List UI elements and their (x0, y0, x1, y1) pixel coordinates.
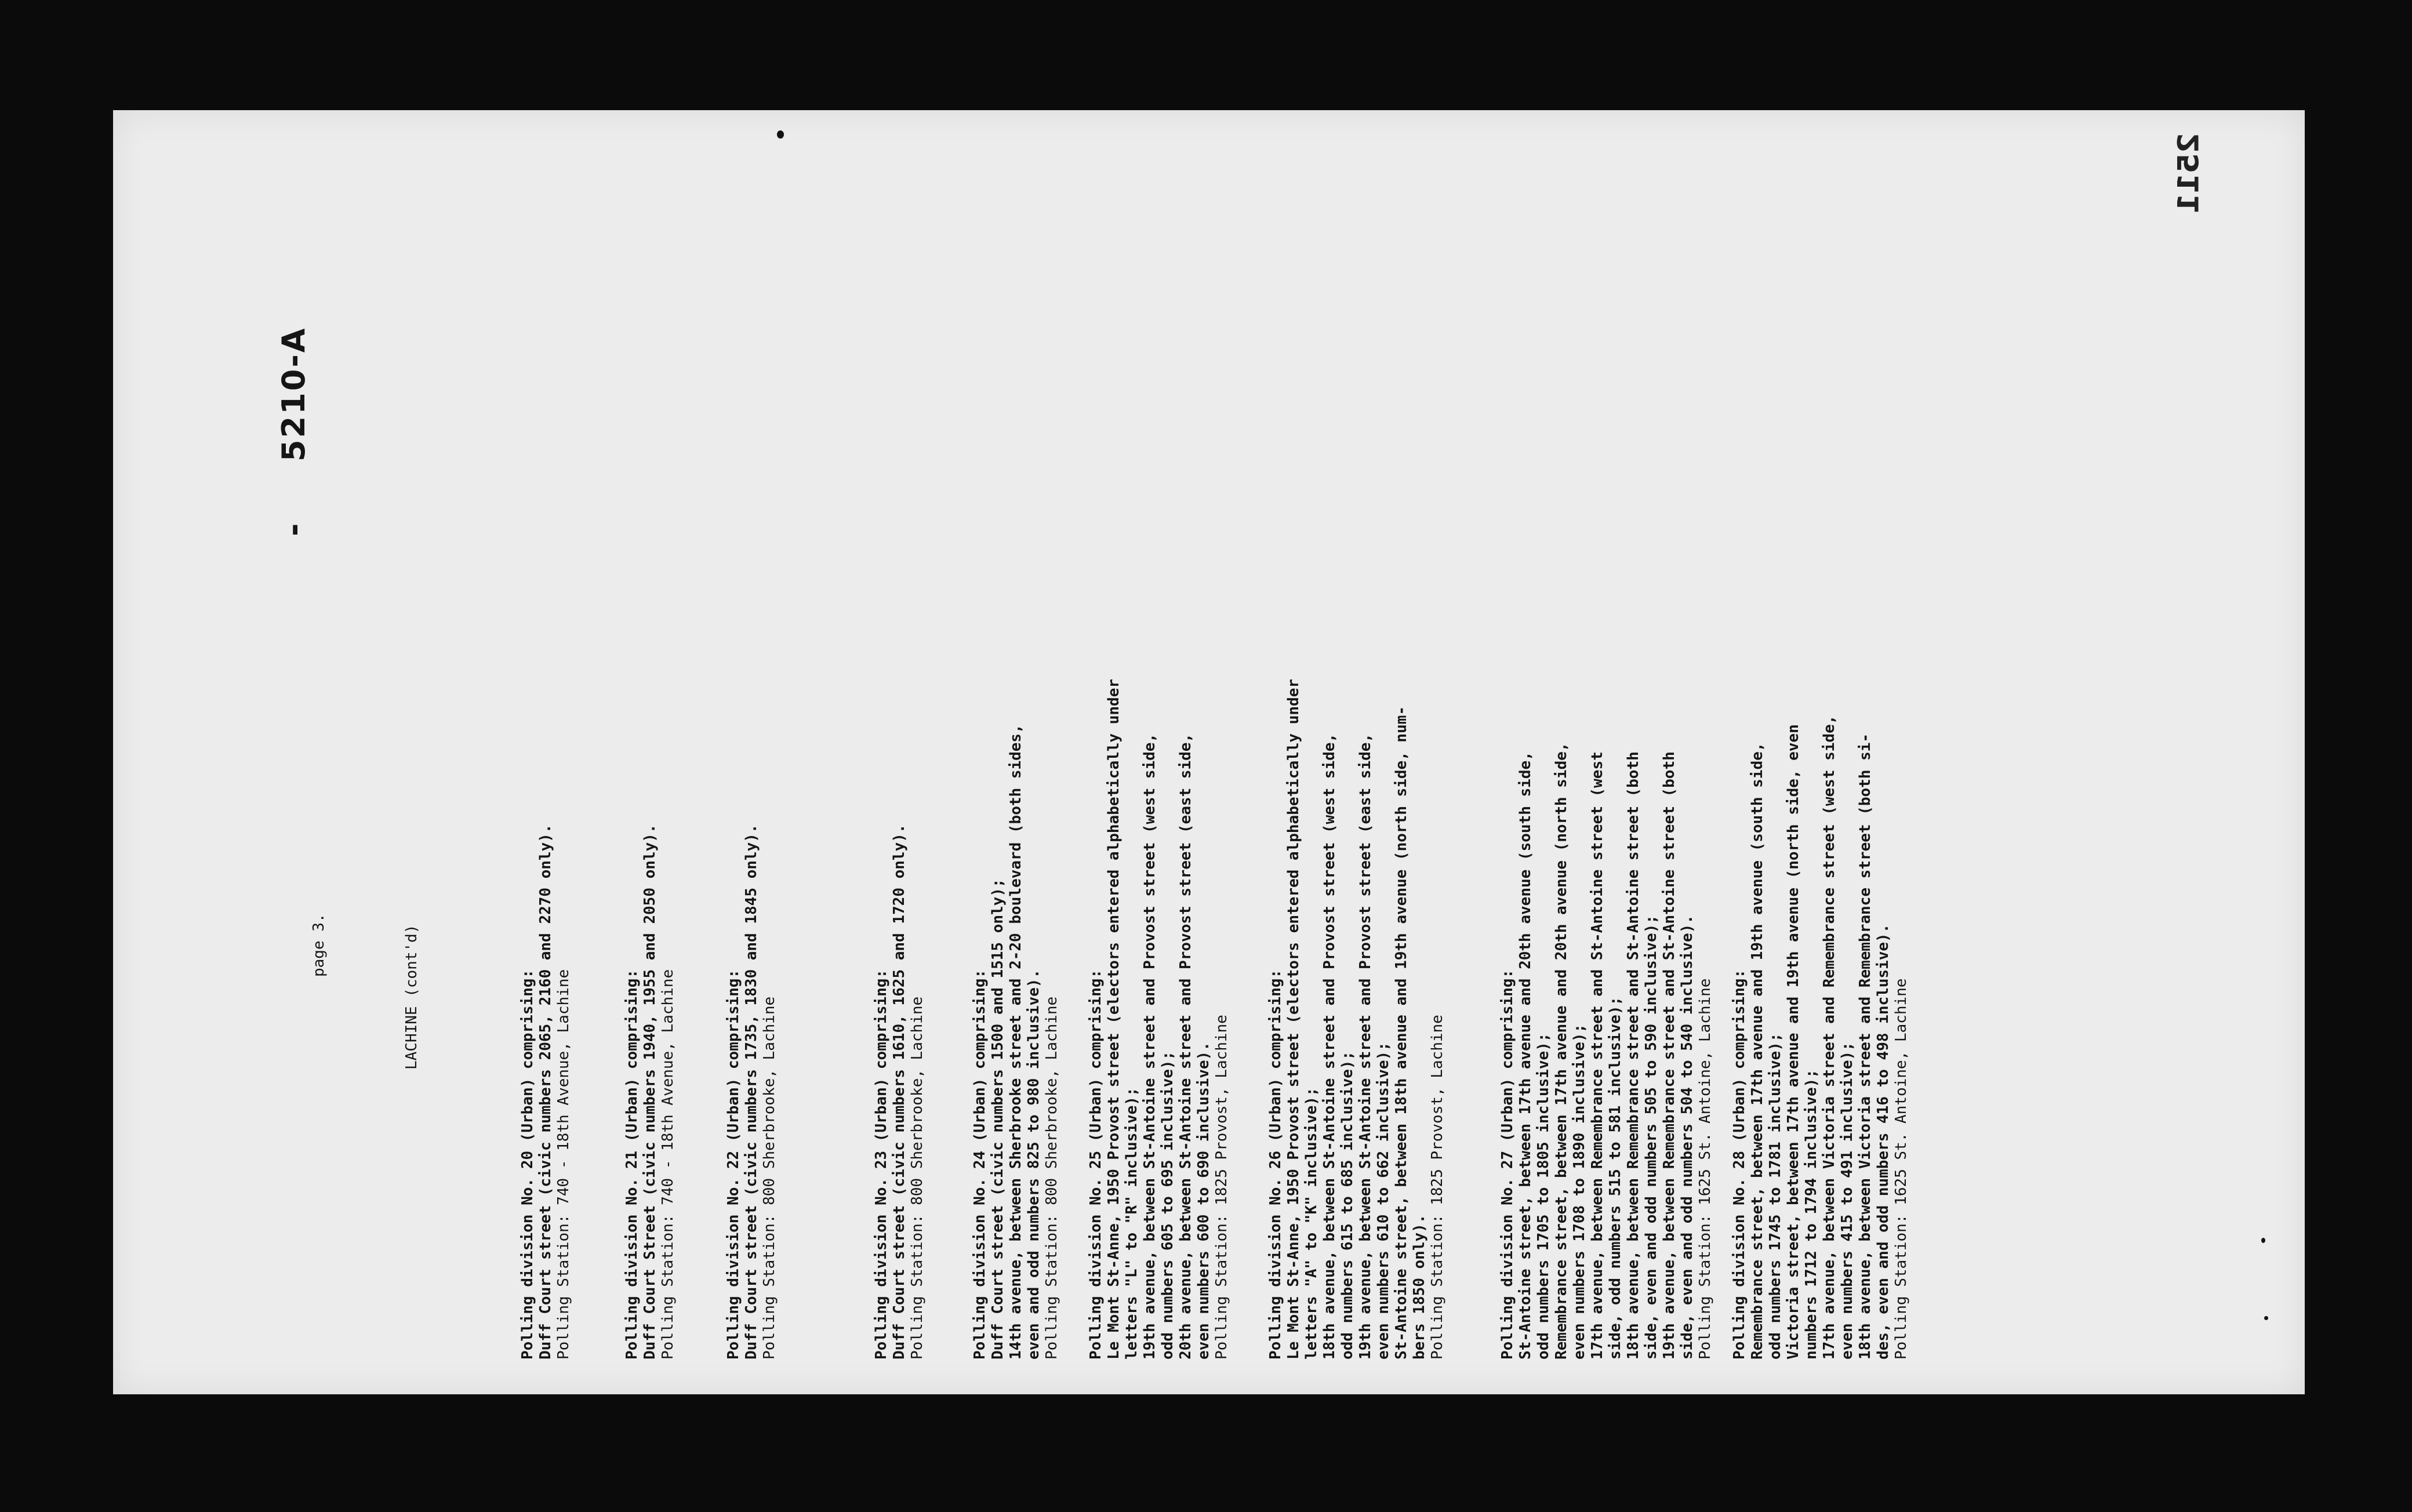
division-text-line: 19th avenue, between St-Antoine street and Provost street (east side, (1357, 733, 1374, 1360)
division-text-line: odd numbers 1705 to 1805 inclusive); (1535, 1033, 1552, 1360)
dust-speck (777, 130, 784, 139)
division-text-line: Polling division No. 22 (Urban) comprising: (725, 969, 742, 1360)
division-text-line: Duff Court Street (civic numbers 1940, 1955 and 2050 only). (641, 824, 659, 1360)
polling-station-line: Polling Station: 1625 St. Antoine, Lachine (1892, 978, 1910, 1360)
division-text-line: 19th avenue, between St-Antoine street and Provost street (west side, (1141, 733, 1158, 1360)
division-text-line: letters "L" to "R" inclusive); (1123, 1087, 1140, 1360)
polling-station-line: Polling Station: 800 Sherbrooke, Lachine (1043, 996, 1060, 1360)
division-text-line: Duff Court street (civic numbers 2065, 2160 and 2270 only). (537, 824, 554, 1360)
division-text-line: Duff Court street (civic numbers 1500 and 1515 only); (989, 878, 1007, 1360)
division-text-line: even and odd numbers 825 to 980 inclusive). (1025, 969, 1042, 1360)
document-number-text: 5210-A (275, 326, 312, 461)
division-text-line: 18th avenue, between Victoria street and Remembrance street (both si- (1857, 733, 1874, 1360)
dust-speck (2261, 1238, 2265, 1243)
division-text-line: Polling division No. 28 (Urban) comprising: (1731, 969, 1748, 1360)
polling-station-line: Polling Station: 740 - 18th Avenue, Lachine (659, 969, 677, 1360)
polling-division-block (1499, 743, 1714, 1360)
division-text-line: Polling division No. 21 (Urban) comprising: (623, 969, 641, 1360)
division-text-line: des, even and odd numbers 416 to 498 inclusive). (1875, 924, 1892, 1360)
division-text-line: even numbers 610 to 662 inclusive); (1375, 1042, 1392, 1360)
division-text-line: even numbers 415 to 491 inclusive); (1839, 1042, 1856, 1360)
division-text-line: odd numbers 615 to 685 inclusive); (1339, 1051, 1356, 1360)
division-text-line: odd numbers 1745 to 1781 inclusive); (1767, 1033, 1784, 1360)
division-text-line: Remembrance street, between 17th avenue and 19th avenue (south side, (1749, 742, 1766, 1360)
division-text-line: side, even and odd numbers 504 to 540 inclusive). (1679, 914, 1696, 1360)
document-sheet (113, 110, 2305, 1394)
polling-division-block (623, 824, 677, 1360)
division-text-line: Polling division No. 24 (Urban) comprising: (971, 969, 989, 1360)
division-text-line: Polling division No. 27 (Urban) comprising: (1499, 969, 1516, 1360)
division-text-line: Le Mont St-Anne, 1950 Provost street (electors entered alphabetically under (1105, 679, 1123, 1360)
polling-division-block (1267, 679, 1447, 1360)
section-heading: LACHINE (cont'd) (403, 924, 420, 1070)
polling-station-line: Polling Station: 1825 Provost, Lachine (1213, 1015, 1230, 1360)
polling-division-block (1087, 679, 1231, 1360)
division-text-line: St-Antoine street, between 18th avenue and 19th avenue (north side, num- (1393, 706, 1410, 1360)
division-text-line: Le Mont St-Anne, 1950 Provost street (electors entered alphabetically under (1285, 679, 1302, 1360)
division-text-line: Victoria street, between 17th avenue and 19th avenue (north side, even (1785, 724, 1802, 1360)
division-text-line: even numbers 1708 to 1890 inclusive); (1571, 1023, 1588, 1360)
dust-speck (2264, 1316, 2268, 1320)
division-text-line: 17th avenue, between Remembrance street and St-Antoine street (west (1589, 751, 1606, 1360)
polling-division-block (873, 824, 927, 1360)
division-text-line: 17th avenue, between Victoria street and Remembrance street (west side, (1821, 715, 1838, 1360)
division-text-line: 19th avenue, between Remembrance street and St-Antoine street (both (1661, 751, 1678, 1360)
polling-station-line: Polling Station: 1825 Provost, Lachine (1429, 1015, 1446, 1360)
division-text-line: 18th avenue, between Remembrance street and St-Antoine street (both (1625, 751, 1642, 1360)
polling-station-line: Polling Station: 740 - 18th Avenue, Lachine (555, 969, 572, 1360)
polling-division-block (725, 824, 779, 1360)
rotated-page-content (275, 326, 2096, 1360)
division-text-line: Remembrance street, between 17th avenue and 20th avenue (north side, (1553, 742, 1570, 1360)
division-text-line: letters "A" to "K" inclusive); (1303, 1087, 1320, 1360)
polling-station-line: Polling Station: 1625 St. Antoine, Lachine (1697, 978, 1714, 1360)
division-text-line: Duff Court street (civic numbers 1735, 1830 and 1845 only). (743, 824, 760, 1360)
mirrored-page-number-outer (2172, 133, 2206, 213)
division-text-line: Polling division No. 26 (Urban) comprising: (1267, 969, 1284, 1360)
document-number (275, 326, 312, 536)
division-text-line: 20th avenue, between St-Antoine street and Provost street (east side, (1177, 733, 1194, 1360)
dash: - (275, 521, 312, 536)
division-text-line: 14th avenue, between Sherbrooke street and 2-20 boulevard (both sides, (1007, 724, 1025, 1360)
division-text-line: side, odd numbers 515 to 581 inclusive); (1607, 996, 1624, 1360)
polling-division-block (1731, 715, 1910, 1360)
polling-station-line: Polling Station: 800 Sherbrooke, Lachine (761, 996, 778, 1360)
division-text-line: numbers 1712 to 1794 inclusive); (1803, 1069, 1820, 1360)
mirror-number-text: 2511 (2171, 133, 2206, 214)
division-text-line: Polling division No. 23 (Urban) comprising: (873, 969, 890, 1360)
division-text-line: St-Antoine street, between 17th avenue and 20th avenue (south side, (1517, 751, 1534, 1360)
division-text-line: odd numbers 605 to 695 inclusive); (1159, 1051, 1176, 1360)
polling-station-line: Polling Station: 800 Sherbrooke, Lachine (909, 996, 926, 1360)
division-text-line: 18th avenue, between St-Antoine street and Provost street (west side, (1321, 733, 1338, 1360)
polling-division-block (519, 824, 573, 1360)
division-text-line: Polling division No. 20 (Urban) comprising: (519, 969, 536, 1360)
polling-division-block (971, 724, 1061, 1360)
division-text-line: side, even and odd numbers 505 to 590 inclusive); (1643, 914, 1660, 1360)
division-text-line: bers 1850 only). (1411, 1214, 1428, 1360)
page-label: page 3. (310, 913, 328, 977)
division-text-line: Duff Court street (civic numbers 1610, 1625 and 1720 only). (891, 824, 908, 1360)
division-text-line: even numbers 600 to 690 inclusive). (1195, 1042, 1212, 1360)
division-text-line: Polling division No. 25 (Urban) comprising: (1087, 969, 1105, 1360)
